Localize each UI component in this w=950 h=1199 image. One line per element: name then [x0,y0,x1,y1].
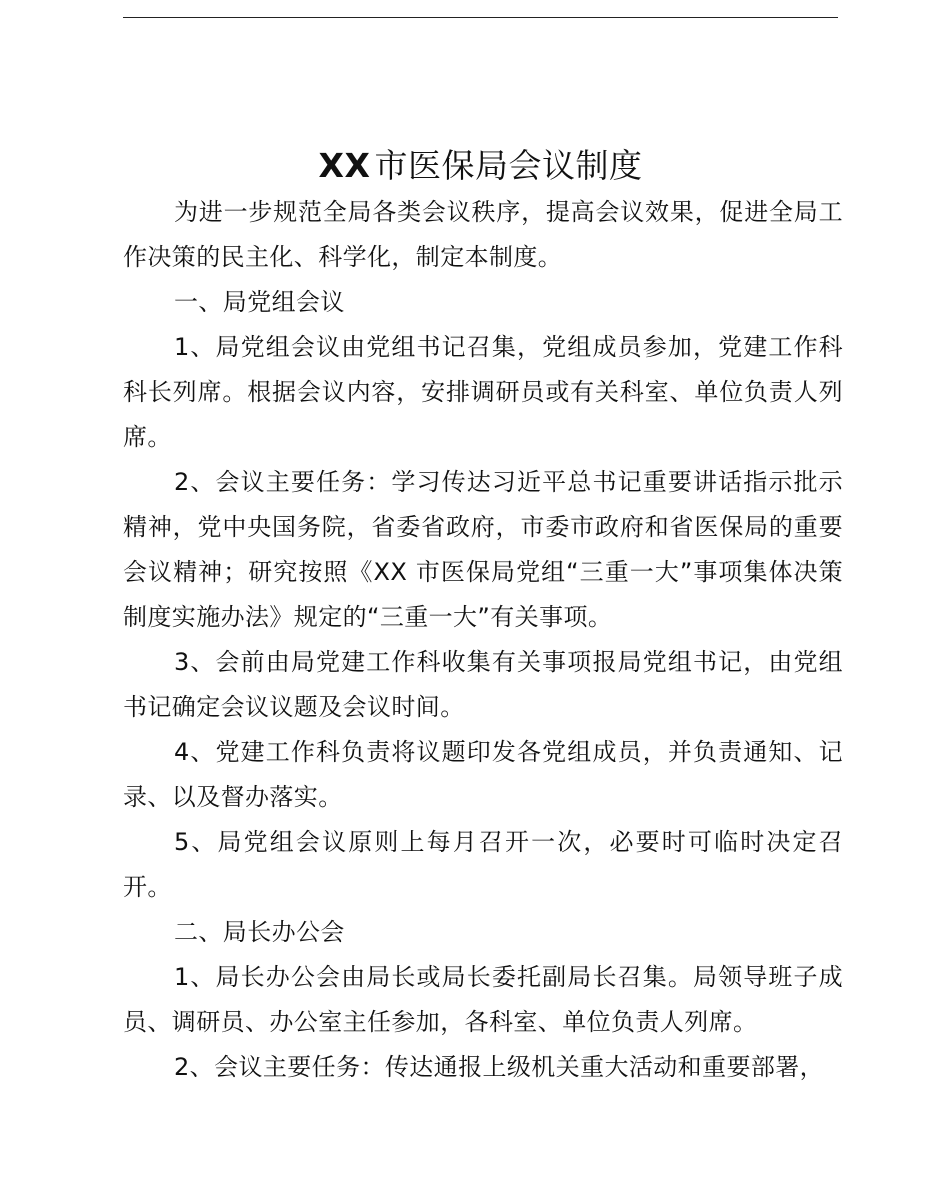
section-heading-director-office-meeting: 二、局长办公会 [174,918,345,946]
intro-paragraph: 为进一步规范全局各类会议秩序，提高会议效果，促进全局工作决策的民主化、科学化，制定本制度。 [123,198,843,271]
clause-paragraph: 1、局长办公会由局长或局长委托副局长召集。局领导班子成员、调研员、办公室主任参加，各科室、单位负责人列席。 [123,963,843,1036]
section-heading-party-group-meeting: 一、局党组会议 [174,288,345,316]
document-body [123,190,843,1090]
clause-paragraph: 1、局党组会议由党组书记召集，党组成员参加，党建工作科科长列席。根据会议内容，安排调研员或有关科室、单位负责人列席。 [123,333,843,451]
header-divider [123,17,838,18]
title-prefix: XX [318,146,371,186]
clause-paragraph: 2、会议主要任务：传达通报上级机关重大活动和重要部署， [174,1053,825,1081]
clause-paragraph: 5、局党组会议原则上每月召开一次，必要时可临时决定召开。 [123,828,843,901]
clause-paragraph: 4、党建工作科负责将议题印发各党组成员，并负责通知、记录、以及督办落实。 [123,738,843,811]
document-title [123,142,838,190]
title-main: 市医保局会议制度 [374,146,643,186]
clause-paragraph: 3、会前由局党建工作科收集有关事项报局党组书记，由党组书记确定会议议题及会议时间。 [123,648,843,721]
clause-paragraph: 2、会议主要任务：学习传达习近平总书记重要讲话指示批示精神，党中央国务院，省委省政府，市委市政府和省医保局的重要会议精神；研究按照《XX 市医保局党组“三重一大”事项集体决策制度实施办法》规定的“三重一大”有关事项。 [123,468,843,631]
